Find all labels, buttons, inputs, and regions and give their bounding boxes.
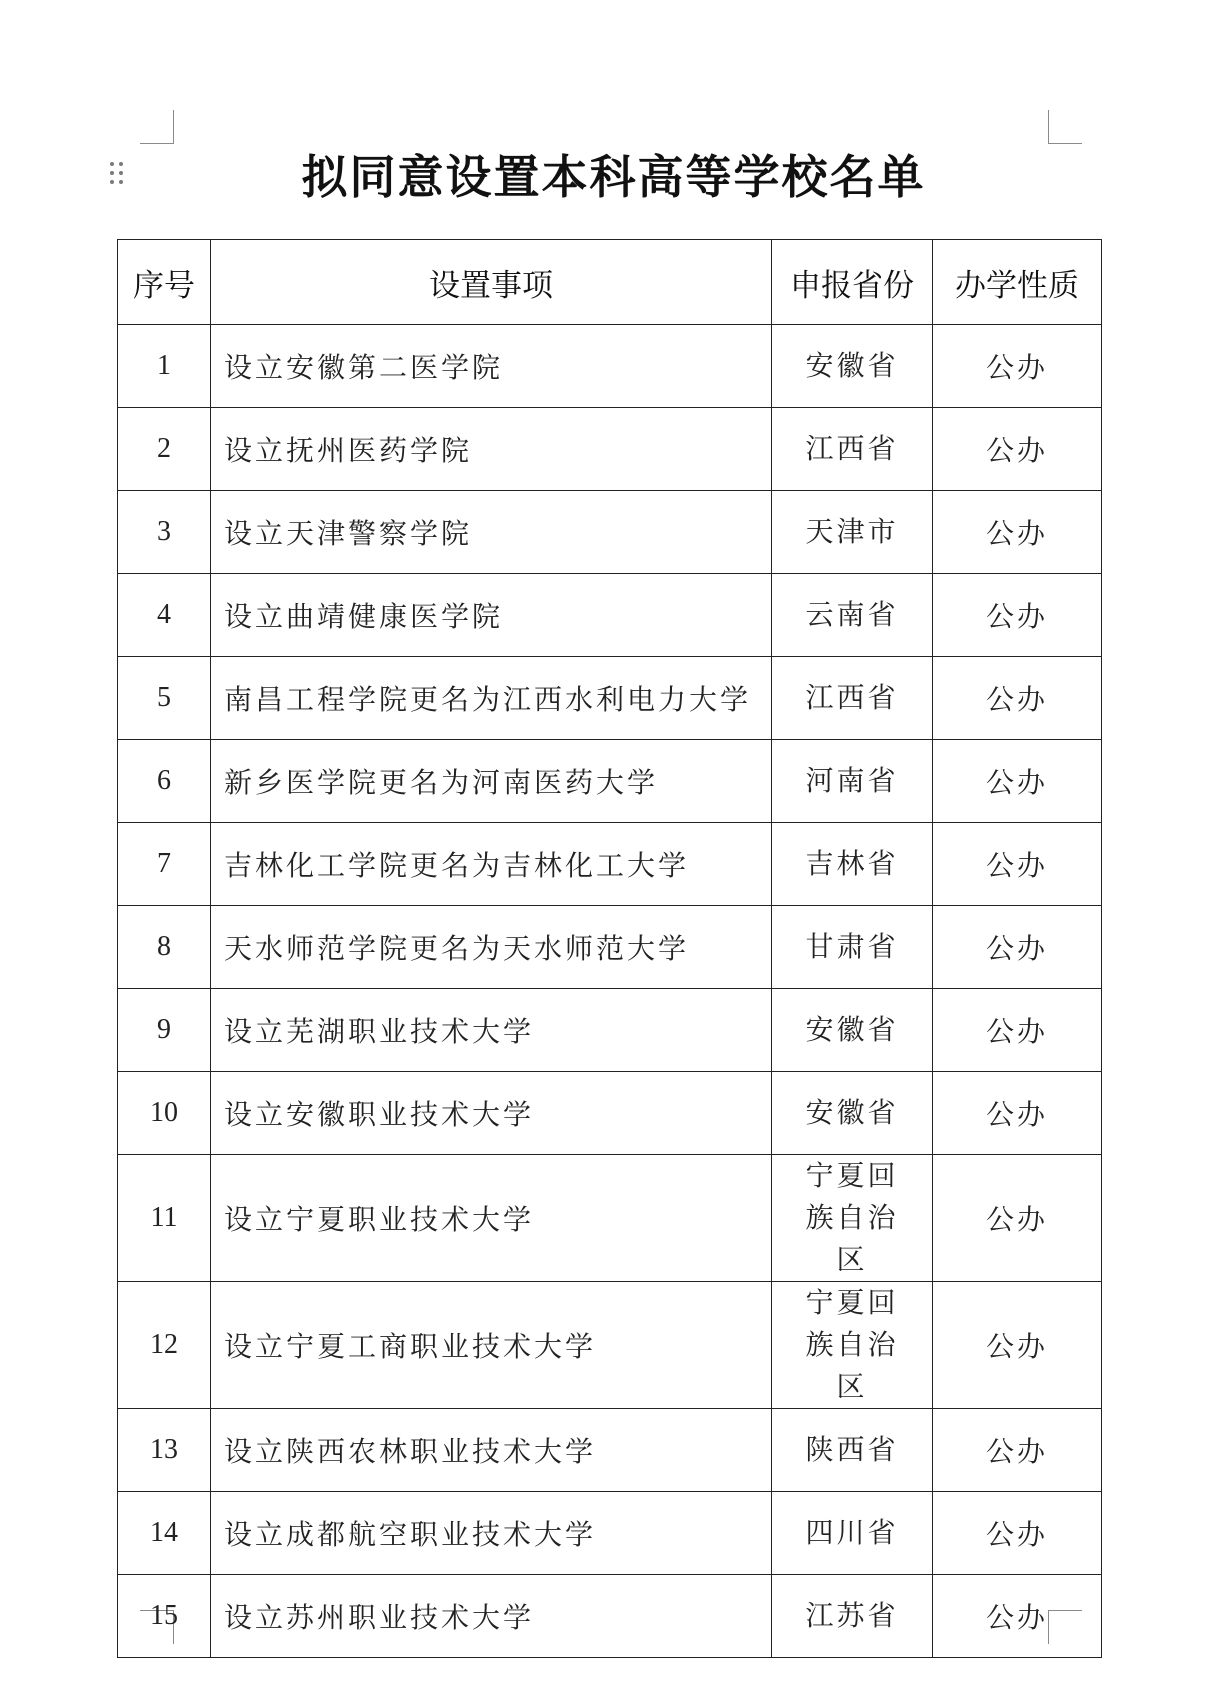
table-row (118, 657, 1102, 740)
row-nature: 公办 (933, 1072, 1102, 1155)
row-index: 2 (118, 408, 211, 491)
row-item: 设立宁夏工商职业技术大学 (211, 1282, 772, 1409)
province-text: 安徽省 (805, 1013, 899, 1046)
row-item: 南昌工程学院更名为江西水利电力大学 (211, 657, 772, 740)
province-text: 云南省 (805, 598, 899, 631)
row-province (772, 740, 933, 823)
row-index: 12 (118, 1282, 211, 1409)
header-item: 设置事项 (211, 240, 772, 325)
row-nature: 公办 (933, 1492, 1102, 1575)
row-item: 设立天津警察学院 (211, 491, 772, 574)
row-province (772, 1492, 933, 1575)
row-item: 设立曲靖健康医学院 (211, 574, 772, 657)
row-item: 设立抚州医药学院 (211, 408, 772, 491)
row-index: 10 (118, 1072, 211, 1155)
crop-mark-top-right (1048, 110, 1082, 144)
province-text: 宁夏回族自治区 (805, 1159, 899, 1276)
university-list-table (117, 239, 1102, 1658)
table-row (118, 1155, 1102, 1282)
province-text: 江西省 (805, 432, 899, 465)
row-province (772, 823, 933, 906)
row-nature: 公办 (933, 823, 1102, 906)
table-row (118, 325, 1102, 408)
row-nature: 公办 (933, 740, 1102, 823)
province-text: 陕西省 (805, 1433, 899, 1466)
row-index: 7 (118, 823, 211, 906)
row-index: 1 (118, 325, 211, 408)
row-province (772, 657, 933, 740)
province-text: 甘肃省 (805, 930, 899, 963)
row-index: 14 (118, 1492, 211, 1575)
table-row (118, 1282, 1102, 1409)
row-item: 设立安徽职业技术大学 (211, 1072, 772, 1155)
province-text: 江西省 (805, 681, 899, 714)
table-row (118, 408, 1102, 491)
row-nature: 公办 (933, 1282, 1102, 1409)
row-nature: 公办 (933, 408, 1102, 491)
province-text: 江苏省 (805, 1599, 899, 1632)
header-nature: 办学性质 (933, 240, 1102, 325)
row-nature: 公办 (933, 491, 1102, 574)
row-item: 设立陕西农林职业技术大学 (211, 1409, 772, 1492)
row-item: 新乡医学院更名为河南医药大学 (211, 740, 772, 823)
header-province: 申报省份 (772, 240, 933, 325)
row-nature: 公办 (933, 1575, 1102, 1658)
row-index: 3 (118, 491, 211, 574)
crop-mark-top-left (140, 110, 174, 144)
row-province (772, 1072, 933, 1155)
row-item: 设立宁夏职业技术大学 (211, 1155, 772, 1282)
row-nature: 公办 (933, 657, 1102, 740)
row-province (772, 906, 933, 989)
province-text: 安徽省 (805, 349, 899, 382)
province-text: 吉林省 (805, 847, 899, 880)
row-province (772, 574, 933, 657)
table-row (118, 491, 1102, 574)
row-index: 9 (118, 989, 211, 1072)
province-text: 四川省 (805, 1516, 899, 1549)
row-province (772, 1409, 933, 1492)
row-province (772, 989, 933, 1072)
province-text: 安徽省 (805, 1096, 899, 1129)
table-row (118, 906, 1102, 989)
row-index: 13 (118, 1409, 211, 1492)
row-province (772, 408, 933, 491)
table-row (118, 1575, 1102, 1658)
row-index: 8 (118, 906, 211, 989)
table-row (118, 1409, 1102, 1492)
row-province (772, 1155, 933, 1282)
row-province (772, 1575, 933, 1658)
row-item: 设立安徽第二医学院 (211, 325, 772, 408)
row-item: 设立芜湖职业技术大学 (211, 989, 772, 1072)
province-text: 天津市 (805, 515, 899, 548)
row-province (772, 491, 933, 574)
table-row (118, 740, 1102, 823)
province-text: 宁夏回族自治区 (805, 1286, 899, 1403)
row-province (772, 325, 933, 408)
table-header-row (118, 240, 1102, 325)
row-item: 设立苏州职业技术大学 (211, 1575, 772, 1658)
row-nature: 公办 (933, 1409, 1102, 1492)
province-text: 河南省 (805, 764, 899, 797)
row-nature: 公办 (933, 989, 1102, 1072)
header-index: 序号 (118, 240, 211, 325)
row-index: 15 (118, 1575, 211, 1658)
row-item: 吉林化工学院更名为吉林化工大学 (211, 823, 772, 906)
table-row (118, 823, 1102, 906)
row-item: 天水师范学院更名为天水师范大学 (211, 906, 772, 989)
row-nature: 公办 (933, 1155, 1102, 1282)
table-row (118, 1492, 1102, 1575)
table-row (118, 574, 1102, 657)
row-index: 11 (118, 1155, 211, 1282)
row-nature: 公办 (933, 574, 1102, 657)
row-province (772, 1282, 933, 1409)
row-index: 5 (118, 657, 211, 740)
document-title: 拟同意设置本科高等学校名单 (301, 150, 926, 204)
row-item: 设立成都航空职业技术大学 (211, 1492, 772, 1575)
row-nature: 公办 (933, 325, 1102, 408)
table-row (118, 989, 1102, 1072)
table-row (118, 1072, 1102, 1155)
row-index: 6 (118, 740, 211, 823)
row-nature: 公办 (933, 906, 1102, 989)
row-index: 4 (118, 574, 211, 657)
